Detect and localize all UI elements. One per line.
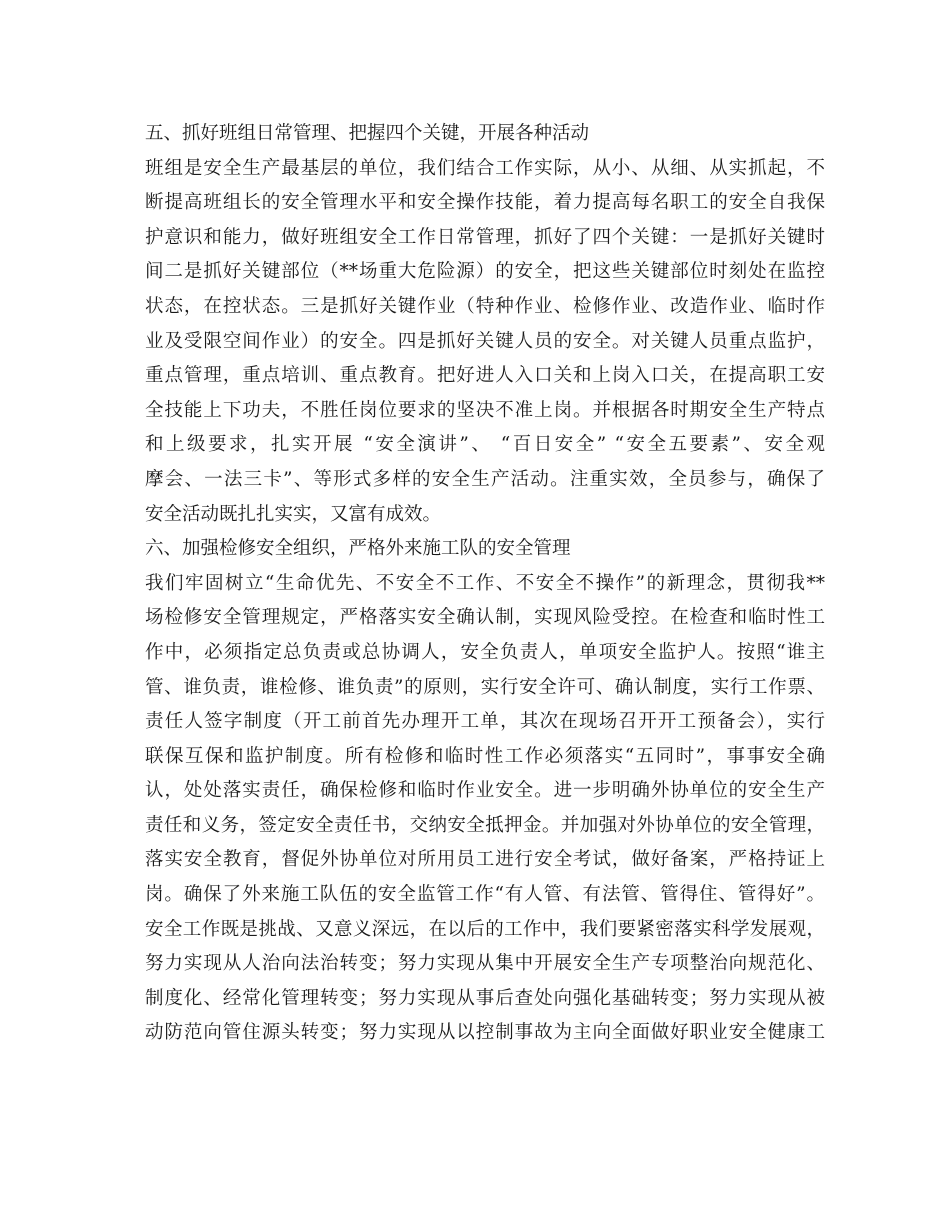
text-line: 我们牢固树立“生命优先、不安全不工作、不安全不操作”的新理念，贯彻我**: [145, 572, 825, 594]
document-body: [145, 117, 825, 1051]
text-line: 重点管理，重点培训、重点教育。把好进人入口关和上岗入口关，在提高职工安: [145, 365, 825, 387]
text-line: 业及受限空间作业）的安全。四是抓好关键人员的安全。对关键人员重点监护，: [145, 330, 825, 352]
text-line: 摩会、一法三卡”、等形式多样的安全生产活动。注重实效，全员参与，确保了: [145, 468, 825, 490]
text-line: 努力实现从人治向法治转变；努力实现从集中开展安全生产专项整治向规范化、: [145, 953, 825, 975]
text-line: 责任和义务，签定安全责任书，交纳安全抵押金。并加强对外协单位的安全管理，: [145, 814, 825, 836]
text-line: 管、谁负责，谁检修、谁负责”的原则，实行安全许可、确认制度，实行工作票、: [145, 676, 825, 698]
text-line: 岗。确保了外来施工队伍的安全监管工作“有人管、有法管、管得住、管得好”。: [145, 884, 825, 906]
text-line: 状态，在控状态。三是抓好关键作业（特种作业、检修作业、改造作业、临时作: [145, 295, 825, 317]
text-line: 认，处处落实责任，确保检修和临时作业安全。进一步明确外协单位的安全生产: [145, 780, 825, 802]
text-line: 动防范向管住源头转变；努力实现从以控制事故为主向全面做好职业安全健康工: [145, 1022, 825, 1044]
text-line: 制度化、经常化管理转变；努力实现从事后查处向强化基础转变；努力实现从被: [145, 987, 825, 1009]
text-line: 护意识和能力，做好班组安全工作日常管理，抓好了四个关键：一是抓好关键时: [145, 226, 825, 248]
text-line: 六、加强检修安全组织，严格外来施工队的安全管理: [145, 538, 571, 560]
text-line: 班组是安全生产最基层的单位，我们结合工作实际，从小、从细、从实抓起，不: [145, 157, 825, 179]
text-line: 断提高班组长的安全管理水平和安全操作技能，着力提高每名职工的安全自我保: [145, 192, 825, 214]
text-line: 安全活动既扎扎实实，又富有成效。: [145, 503, 442, 525]
text-line: 全技能上下功夫，不胜任岗位要求的坚决不准上岗。并根据各时期安全生产特点: [145, 399, 825, 421]
text-line: 责任人签字制度（开工前首先办理开工单，其次在现场召开开工预备会），实行: [145, 711, 825, 733]
text-line: 间二是抓好关键部位（**场重大危险源）的安全，把这些关键部位时刻处在监控: [145, 261, 825, 283]
text-line: 场检修安全管理规定，严格落实安全确认制，实现风险受控。在检查和临时性工: [145, 607, 825, 629]
text-line: 落实安全教育，督促外协单位对所用员工进行安全考试，做好备案，严格持证上: [145, 849, 825, 871]
text-line: 安全工作既是挑战、又意义深远，在以后的工作中，我们要紧密落实科学发展观，: [145, 918, 825, 940]
text-line: 联保互保和监护制度。所有检修和临时性工作必须落实“五同时”，事事安全确: [145, 745, 825, 767]
text-line: 作中，必须指定总负责或总协调人，安全负责人，单项安全监护人。按照“谁主: [145, 641, 825, 663]
text-line: 五、抓好班组日常管理、把握四个关键，开展各种活动: [145, 123, 590, 144]
text-line: 和上级要求，扎实开展 “安全演讲”、 “百日安全” “安全五要素”、安全观: [145, 434, 825, 456]
